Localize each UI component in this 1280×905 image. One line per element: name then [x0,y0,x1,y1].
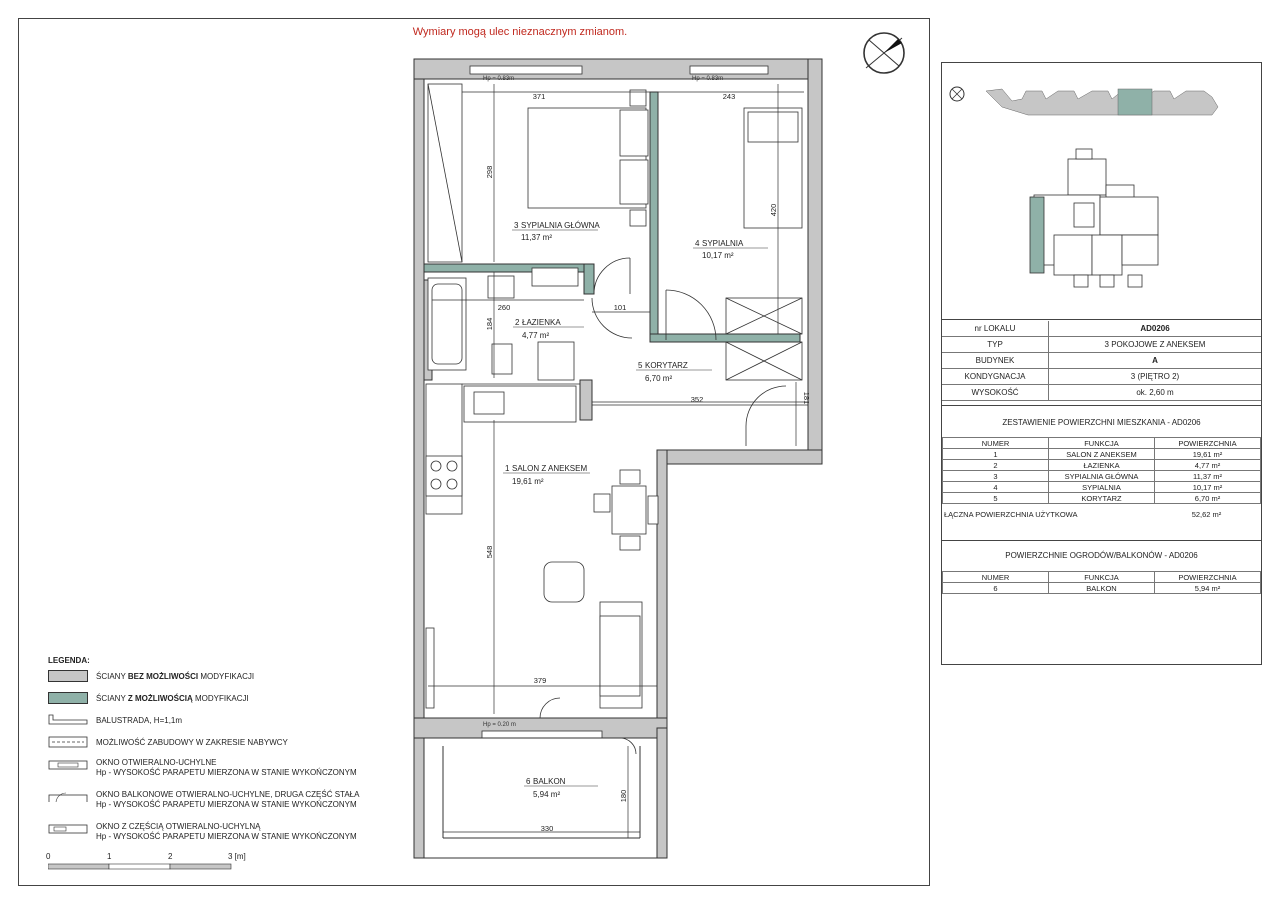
window-height-1: Hp = 0.83m [483,76,515,82]
cell: 3 [943,471,1049,482]
room-1-area: 19,61 m² [512,477,544,486]
legend-text: OKNO OTWIERALNO-UCHYLNE Hp - WYSOKOŚĆ PARAPETU MIERZONA W STANIE WYKOŃCZONYM [96,758,357,777]
legend [48,656,378,841]
cell: 4 [943,482,1049,493]
floor-key-plan [1030,149,1158,287]
cell: 4,77 m² [1155,460,1261,471]
legend-text: BALUSTRADA, H=1,1m [96,716,183,725]
room-1-number: 1 [505,464,510,473]
cell: 6,70 m² [1155,493,1261,504]
info-key: KONDYGNACJA [942,369,1049,385]
table-row [943,471,1261,482]
col-header: NUMER [943,438,1049,449]
info-row [942,369,1261,385]
dim-balcony-width: 330 [540,824,554,833]
legend-text: ŚCIANY BEZ MOŻLIWOŚCI MODYFIKACJI [96,672,255,681]
room-6-area: 5,94 m² [533,790,561,799]
room-6-name: BALKON [533,777,566,786]
cell: 6 [943,583,1049,594]
room-1-name: SALON Z ANEKSEM [512,464,588,473]
room-5-area: 6,70 m² [645,374,673,383]
info-key: TYP [942,337,1049,353]
room-5-number: 5 [638,361,643,370]
col-header: FUNKCJA [1049,572,1155,583]
dim-corridor-depth: 181 [802,391,811,405]
built-in-zone-icon [48,736,88,748]
info-row [942,321,1261,337]
window-height-2: Hp = 0.83m [692,76,724,82]
building-outline [986,89,1218,115]
unit-info-table [942,321,1261,401]
total-area-value: 52,62 m² [1191,510,1222,519]
cell: 19,61 m² [1155,449,1261,460]
legend-text: ŚCIANY Z MOŻLIWOŚCIĄ MODYFIKACJI [96,694,249,703]
info-value: 3 POKOJOWE Z ANEKSEM [1049,337,1262,353]
room-2-name: ŁAZIENKA [522,318,561,327]
scale-tick-label: 1 [107,852,112,861]
dim-balcony-depth: 180 [619,789,628,803]
dimensions-notice: Wymiary mogą ulec nieznacznym zmianom. [412,26,628,38]
col-header: FUNKCJA [1049,438,1155,449]
living-area-title: ZESTAWIENIE POWIERZCHNI MIESZKANIA - AD0206 [1002,418,1201,427]
dim-master-bedroom-width: 371 [532,92,546,101]
legend-text: OKNO Z CZĘŚCIĄ OTWIERALNO-UCHYLNĄ Hp - WYSOKOŚĆ PARAPETU MIERZONA W STANIE WYKOŃCZONYM [96,822,357,841]
dim-bedroom-depth: 420 [769,203,778,217]
room-6-number: 6 [526,777,531,786]
outdoor-area-title: POWIERZCHNIE OGRODÓW/BALKONÓW - AD0206 [1005,551,1198,560]
cell: 2 [943,460,1049,471]
dim-living-width: 379 [533,676,547,685]
info-value: ok. 2,60 m [1049,385,1262,401]
table-row [943,583,1261,594]
table-row [943,449,1261,460]
cell: 10,17 m² [1155,482,1261,493]
col-header: NUMER [943,572,1049,583]
table-row [943,460,1261,471]
cell: SYPIALNIA GŁÓWNA [1049,471,1155,482]
legend-text: MOŻLIWOŚĆ ZABUDOWY W ZAKRESIE NABYWCY [96,738,288,747]
cell: 1 [943,449,1049,460]
cell: 5 [943,493,1049,504]
info-value: 3 (PIĘTRO 2) [1049,369,1262,385]
info-value: AD0206 [1049,321,1262,337]
living-area-table [942,437,1261,504]
window-icon [48,758,88,770]
info-row [942,353,1261,369]
cell: KORYTARZ [1049,493,1155,504]
dim-master-bedroom-depth: 298 [485,165,494,179]
cell: BALKON [1049,583,1155,594]
divider [942,540,1261,541]
outdoor-area-table [942,571,1261,594]
dim-bathroom-width: 260 [497,303,511,312]
info-row [942,337,1261,353]
balcony-window-icon [48,790,88,802]
total-area-label: ŁĄCZNA POWIERZCHNIA UŻYTKOWA [944,510,1078,519]
table-header-row [943,572,1261,583]
dim-living-depth: 548 [485,545,494,559]
dim-corridor-length: 352 [690,395,704,404]
cell: 5,94 m² [1155,583,1261,594]
table-row [943,482,1261,493]
partial-window-icon [48,822,88,834]
legend-title: LEGENDA: [48,656,90,665]
unit-info-panel [941,62,1262,665]
info-key: nr LOKALU [942,321,1049,337]
balustrade-icon [48,714,88,726]
room-4-name: SYPIALNIA [702,239,744,248]
room-4-number: 4 [695,239,700,248]
room-4-area: 10,17 m² [702,251,734,260]
compass-small-icon [950,87,964,101]
room-2-number: 2 [515,318,520,327]
dim-door-width: 101 [613,303,627,312]
info-row [942,385,1261,401]
room-3-area: 11,37 m² [521,233,552,242]
scale-tick-label: 3 [m] [228,852,246,861]
divider [942,405,1261,406]
cell: ŁAZIENKA [1049,460,1155,471]
scale-bar-graphic [48,862,238,872]
table-header-row [943,438,1261,449]
dim-bathroom-depth: 184 [485,317,494,331]
dim-bedroom-width: 243 [722,92,736,101]
modifiable-wall-swatch [48,692,88,704]
info-value: A [1049,353,1262,369]
scale-tick-label: 2 [168,852,173,861]
info-key: BUDYNEK [942,353,1049,369]
col-header: POWIERZCHNIA [1155,572,1261,583]
room-3-number: 3 [514,221,519,230]
info-key: WYSOKOŚĆ [942,385,1049,401]
table-row [943,493,1261,504]
window-height-3: Hp = 0.20 m [483,722,516,728]
cell: SALON Z ANEKSEM [1049,449,1155,460]
fixed-wall-swatch [48,670,88,682]
room-2-area: 4,77 m² [522,331,550,340]
legend-text: OKNO BALKONOWE OTWIERALNO-UCHYLNE, DRUGA CZĘŚĆ STAŁA Hp - WYSOKOŚĆ PARAPETU MIERZONA W STANIE WYKOŃCZONYM [96,790,360,809]
room-3-name: SYPIALNIA GŁÓWNA [521,221,600,230]
cell: 11,37 m² [1155,471,1261,482]
col-header: POWIERZCHNIA [1155,438,1261,449]
north-arrow-icon [864,33,904,73]
key-plan [942,63,1261,320]
room-5-name: KORYTARZ [645,361,688,370]
cell: SYPIALNIA [1049,482,1155,493]
scale-tick-label: 0 [46,852,51,861]
